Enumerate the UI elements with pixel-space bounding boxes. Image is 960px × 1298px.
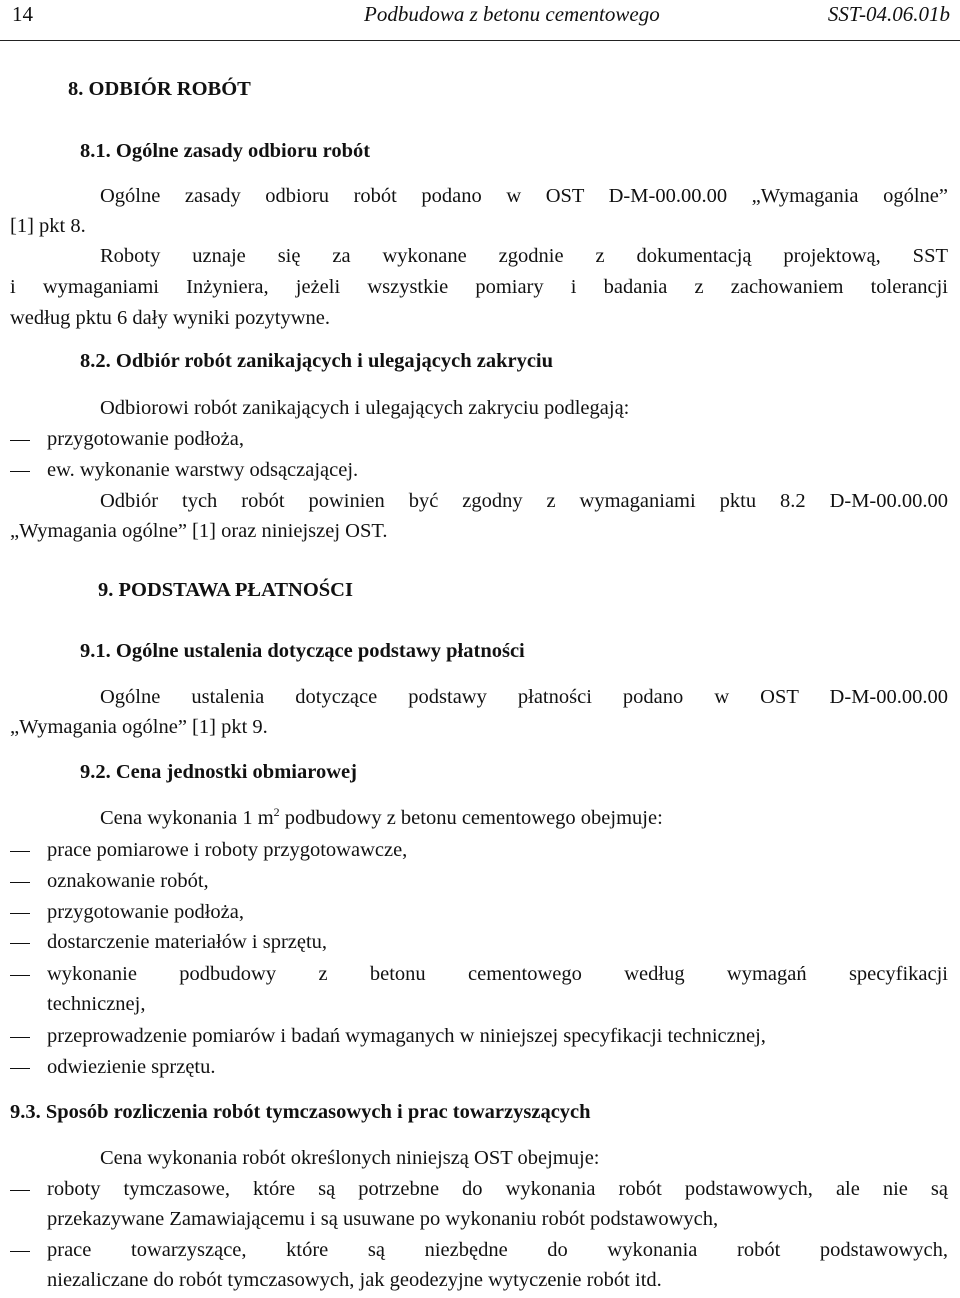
intro-text: Cena wykonania 1 m xyxy=(100,807,274,829)
list-bullet xyxy=(10,882,30,883)
paragraph-line: Ogólne zasady odbioru robót podano w OST D-M-00.00.00 „Wymagania ogólne” xyxy=(100,185,948,207)
superscript: 2 xyxy=(273,805,280,819)
section-8-2-heading: 8.2. Odbiór robót zanikających i ulegających zakryciu xyxy=(80,350,554,372)
paragraph-line: według pktu 6 dały wyniki pozytywne. xyxy=(10,307,330,329)
list-bullet xyxy=(10,943,30,944)
list-bullet xyxy=(10,471,30,472)
specification-code: SST-04.06.01b xyxy=(827,2,950,26)
paragraph-line: Odbiorowi robót zanikających i ulegających zakryciu podlegają: xyxy=(100,397,630,419)
section-9-1-heading: 9.1. Ogólne ustalenia dotyczące podstawy płatności xyxy=(80,640,525,662)
list-bullet xyxy=(10,1251,30,1252)
section-8-heading: 8. ODBIÓR ROBÓT xyxy=(68,78,251,100)
list-item: ew. wykonanie warstwy odsączającej. xyxy=(47,459,359,481)
paragraph-line: Odbiór tych robót powinien być zgodny z wymaganiami pktu 8.2 D-M-00.00.00 xyxy=(100,490,948,512)
list-item: roboty tymczasowe, które są potrzebne do wykonania robót podstawowych, ale nie są xyxy=(47,1178,948,1200)
page-number: 14 xyxy=(12,2,33,26)
section-9-2-heading: 9.2. Cena jednostki obmiarowej xyxy=(80,761,357,783)
paragraph-line: [1] pkt 8. xyxy=(10,215,86,237)
section-8-1-heading: 8.1. Ogólne zasady odbioru robót xyxy=(80,140,371,162)
list-bullet xyxy=(10,851,30,852)
list-item: niezaliczane do robót tymczasowych, jak geodezyjne wytyczenie robót itd. xyxy=(47,1269,662,1291)
section-9-heading: 9. PODSTAWA PŁATNOŚCI xyxy=(98,579,353,601)
list-item: przygotowanie podłoża, xyxy=(47,901,244,923)
paragraph-line: Ogólne ustalenia dotyczące podstawy płatności podano w OST D-M-00.00.00 xyxy=(100,686,948,708)
paragraph-line: Roboty uznaje się za wykonane zgodnie z dokumentacją projektową, SST xyxy=(100,245,948,267)
list-item: odwiezienie sprzętu. xyxy=(47,1056,216,1078)
list-item: oznakowanie robót, xyxy=(47,870,209,892)
section-9-3-heading: 9.3. Sposób rozliczenia robót tymczasowych i prac towarzyszących xyxy=(10,1101,591,1123)
list-bullet xyxy=(10,1068,30,1069)
list-bullet xyxy=(10,1037,30,1038)
list-item: wykonanie podbudowy z betonu cementowego według wymagań specyfikacji xyxy=(47,963,948,985)
intro-text: podbudowy z betonu cementowego obejmuje: xyxy=(279,807,663,829)
paragraph-line xyxy=(100,805,663,831)
list-bullet xyxy=(10,975,30,976)
list-item: dostarczenie materiałów i sprzętu, xyxy=(47,931,328,953)
list-bullet xyxy=(10,440,30,441)
list-item: prace towarzyszące, które są niezbędne do wykonania robót podstawowych, xyxy=(47,1239,948,1261)
list-bullet xyxy=(10,1190,30,1191)
paragraph-line: „Wymagania ogólne” [1] pkt 9. xyxy=(10,716,268,738)
list-bullet xyxy=(10,913,30,914)
paragraph-line: i wymaganiami Inżyniera, jeżeli wszystkie pomiary i badania z zachowaniem tolerancji xyxy=(10,276,948,298)
list-item: technicznej, xyxy=(47,993,146,1015)
list-item: prace pomiarowe i roboty przygotowawcze, xyxy=(47,839,408,861)
paragraph-line: „Wymagania ogólne” [1] oraz niniejszej OST. xyxy=(10,520,388,542)
list-item: przekazywane Zamawiającemu i są usuwane po wykonaniu robót podstawowych, xyxy=(47,1208,719,1230)
document-title: Podbudowa z betonu cementowego xyxy=(364,2,660,26)
page-header xyxy=(0,0,960,41)
list-item: przeprowadzenie pomiarów i badań wymaganych w niniejszej specyfikacji technicznej, xyxy=(47,1025,766,1047)
paragraph-line: Cena wykonania robót określonych niniejszą OST obejmuje: xyxy=(100,1147,600,1169)
list-item: przygotowanie podłoża, xyxy=(47,428,244,450)
